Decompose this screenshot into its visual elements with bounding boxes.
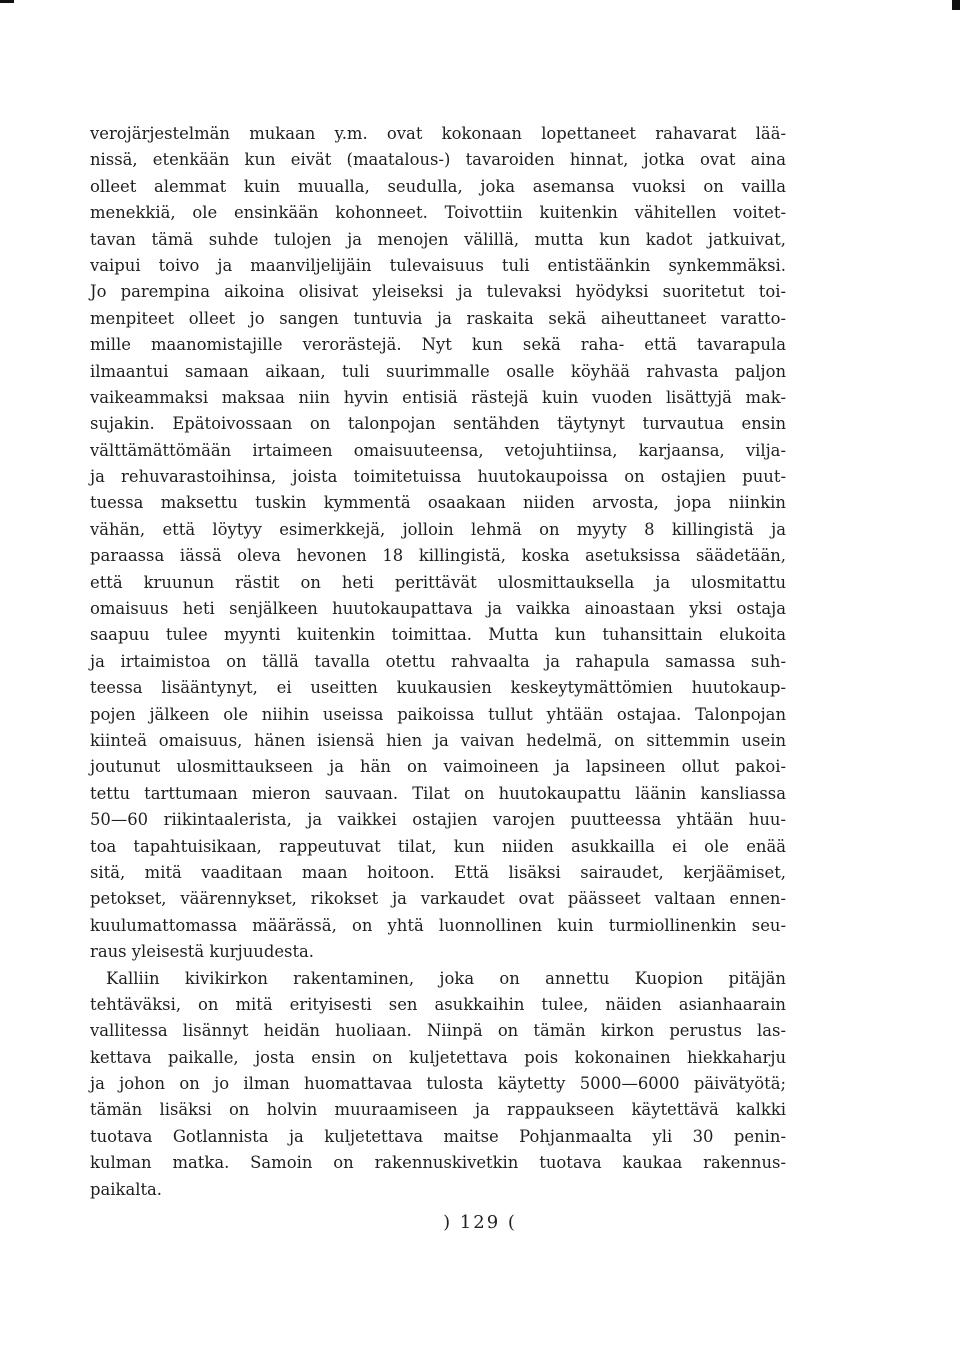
text-line: tettu tarttumaan mieron sauvaan. Tilat on huutokaupattu läänin kansliassa [90, 783, 786, 803]
text-line: toa tapahtuisikaan, rappeutuvat tilat, kun niiden asukkailla ei ole enää [90, 836, 786, 856]
text-line: verojärjestelmän mukaan y.m. ovat kokonaan lopettaneet rahavarat lää- [90, 124, 786, 143]
text-line: vaikeammaksi maksaa niin hyvin entisiä rästejä kuin vuoden lisättyjä mak- [90, 387, 786, 407]
text-line: omaisuus heti senjälkeen huutokaupattava ja vaikka ainoastaan yksi ostaja [90, 599, 786, 619]
text-line: ja rehuvarastoihinsa, joista toimitetuissa huutokaupoissa on ostajien puut- [90, 467, 786, 487]
text-line: 50—60 riikintaalerista, ja vaikkei ostajien varojen puutteessa yhtään huu- [90, 810, 786, 830]
text-line: sitä, mitä vaaditaan maan hoitoon. Että lisäksi sairaudet, kerjäämiset, [90, 862, 786, 882]
text-line: tuessa maksettu tuskin kymmentä osaakaan niiden arvosta, jopa niinkin [90, 493, 786, 513]
text-line: kettava paikalle, josta ensin on kuljetettava pois kokonainen hiekkaharju [90, 1047, 786, 1067]
paragraph [90, 966, 786, 1204]
text-line: vähän, että löytyy esimerkkejä, jolloin lehmä on myyty 8 killingistä ja [90, 519, 786, 539]
text-line: nissä, etenkään kun eivät (maatalous-) tavaroiden hinnat, jotka ovat aina [90, 150, 786, 170]
text-line: paikalta. [90, 1179, 163, 1199]
text-line: tuotava Gotlannista ja kuljetettava maitse Pohjanmaalta yli 30 penin- [90, 1126, 786, 1146]
text-line: kuulumattomassa määrässä, on yhtä luonnollinen kuin turmiollinenkin seu- [90, 915, 786, 935]
text-line: olleet alemmat kuin muualla, seudulla, joka asemansa vuoksi on vailla [90, 176, 786, 196]
text-line: kiinteä omaisuus, hänen isiensä hien ja vaivan hedelmä, on sittemmin usein [90, 730, 786, 750]
text-line: ja johon on jo ilman huomattavaa tulosta käytetty 5000—6000 päivätyötä; [90, 1074, 786, 1094]
text-line: saapuu tulee myynti kuitenkin toimittaa. Mutta kun tuhansittain elukoita [90, 625, 786, 645]
text-line: ja irtaimistoa on tällä tavalla otettu rahvaalta ja rahapula samassa suh- [90, 651, 786, 671]
text-line: vallitessa lisännyt heidän huoliaan. Niinpä on tämän kirkon perustus las- [90, 1021, 786, 1041]
text-line: menekkiä, ole ensinkään kohonneet. Toivottiin kuitenkin vähitellen voitet- [90, 203, 786, 223]
paragraph [90, 121, 786, 966]
text-line: raus yleisestä kurjuudesta. [90, 942, 315, 962]
text-line: tavan tämä suhde tulojen ja menojen välillä, mutta kun kadot jatkuivat, [90, 229, 786, 249]
page-number: ) 129 ( [443, 1212, 517, 1233]
text-line: petokset, väärennykset, rikokset ja varkaudet ovat päässeet valtaan ennen- [90, 889, 786, 909]
text-line: sujakin. Epätoivossaan on talonpojan sentähden täytynyt turvautua ensin [90, 414, 786, 434]
scan-mark [0, 0, 14, 3]
scan-mark [952, 0, 960, 10]
text-line: että kruunun rästit on heti perittävät ulosmittauksella ja ulosmitattu [90, 572, 786, 592]
text-line: kulman matka. Samoin on rakennuskivetkin tuotava kaukaa rakennus- [90, 1153, 786, 1173]
body-text [90, 121, 786, 1203]
text-line: välttämättömään irtaimeen omaisuuteensa, vetojuhtiinsa, karjaansa, vilja- [90, 440, 786, 460]
text-line: ilmaantui samaan aikaan, tuli suurimmalle osalle köyhää rahvasta paljon [90, 361, 786, 381]
text-line: pojen jälkeen ole niihin useissa paikoissa tullut yhtään ostajaa. Talonpojan [90, 704, 786, 724]
text-line: joutunut ulosmittaukseen ja hän on vaimoineen ja lapsineen ollut pakoi- [90, 757, 786, 777]
text-line: menpiteet olleet jo sangen tuntuvia ja raskaita sekä aiheuttaneet varatto- [90, 308, 786, 328]
text-line: mille maanomistajille verorästejä. Nyt kun sekä raha- että tavarapula [90, 335, 786, 355]
text-line: teessa lisääntynyt, ei useitten kuukausien keskeytymättömien huutokaup- [90, 678, 786, 698]
text-line: tämän lisäksi on holvin muuraamiseen ja rappaukseen käytettävä kalkki [90, 1100, 786, 1120]
text-line: vaipui toivo ja maanviljelijäin tulevaisuus tuli entistäänkin synkemmäksi. [90, 255, 786, 275]
text-line: tehtäväksi, on mitä erityisesti sen asukkaihin tulee, näiden asianhaarain [90, 994, 786, 1014]
text-line: paraassa iässä oleva hevonen 18 killingistä, koska asetuksissa säädetään, [90, 546, 786, 566]
text-line: Jo parempina aikoina olisivat yleiseksi ja tulevaksi hyödyksi suoritetut toi- [90, 282, 786, 302]
text-line: Kalliin kivikirkon rakentaminen, joka on annettu Kuopion pitäjän [106, 968, 786, 988]
